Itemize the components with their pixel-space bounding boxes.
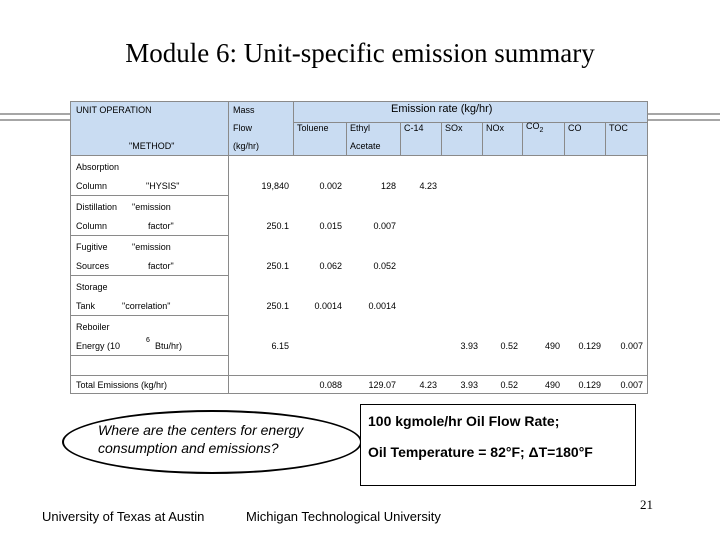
header-co2 [526,121,543,136]
row-label: Distillation [76,202,118,212]
header-mass: Mass [233,105,255,115]
grid-line [482,122,483,155]
row-method: Btu/hr) [155,341,183,351]
table-cell: 3.93 [460,341,478,351]
total-label: Total Emissions (kg/hr) [76,380,168,390]
table-cell: 0.007 [373,221,396,231]
table-cell: 4.23 [419,181,437,191]
table-cell: 250.1 [266,221,289,231]
row-method: factor" [148,221,174,231]
page-number: 21 [640,497,653,512]
grid-line [346,122,347,155]
row-label: Sources [76,261,110,271]
total-cell: 0.52 [500,380,518,390]
header-nox: NOx [486,123,504,133]
total-cell: 490 [544,380,560,390]
emission-table [70,101,648,394]
total-cell: 3.93 [460,380,478,390]
table-cell: 0.052 [373,261,396,271]
row-method: "emission [132,242,171,252]
conditions-callout [360,404,636,486]
row-method: "HYSIS" [146,181,180,191]
table-cell: 0.52 [500,341,518,351]
table-cell: 250.1 [266,261,289,271]
grid-line [522,122,523,155]
grid-line [71,155,647,156]
table-cell: 19,840 [261,181,289,191]
row-method: "correlation" [122,301,171,311]
total-cell: 0.007 [620,380,643,390]
grid-line [71,235,228,236]
header-toc: TOC [609,123,628,133]
total-cell: 0.129 [578,380,601,390]
row-method: "emission [132,202,171,212]
footer-left: University of Texas at Austin [42,509,205,524]
row-superscript: 6 [146,337,150,344]
grid-line [441,122,442,155]
question-line: consumption and emissions? [98,440,279,456]
header-ethyl: Ethyl [350,123,371,133]
header-kg-hr: (kg/hr) [233,141,260,151]
slide-title: Module 6: Unit-specific emission summary [125,38,595,68]
table-cell: 6.15 [271,341,289,351]
grid-line [71,375,647,376]
grid-line [71,195,228,196]
grid-line [605,122,606,155]
header-acetate: Acetate [350,141,381,151]
row-label: Energy (10 [76,341,121,351]
grid-line [564,122,565,155]
table-cell: 250.1 [266,301,289,311]
row-label: Storage [76,282,108,292]
grid-line [71,355,228,356]
row-label: Tank [76,301,96,311]
header-emission-rate: Emission rate (kg/hr) [391,103,493,115]
header-co2-text: CO [526,121,540,131]
header-co: CO [568,123,582,133]
table-cell: 0.007 [620,341,643,351]
table-cell: 0.129 [578,341,601,351]
footer-center: Michigan Technological University [246,509,441,524]
header-sox: SOx [445,123,463,133]
grid-line [293,102,294,155]
header-flow: Flow [233,123,253,133]
header-toluene: Toluene [297,123,329,133]
grid-line [228,102,229,393]
header-co2-sub: 2 [539,126,544,134]
row-label: Fugitive [76,242,108,252]
row-label: Reboiler [76,322,110,332]
table-cell: 0.015 [319,221,342,231]
row-label: Column [76,221,108,231]
total-cell: 4.23 [419,380,437,390]
total-cell: 0.088 [319,380,342,390]
callout-line: 100 kgmole/hr Oil Flow Rate; [368,413,560,429]
table-cell: 0.062 [319,261,342,271]
grid-line [71,315,228,316]
table-cell: 0.002 [319,181,342,191]
row-label: Absorption [76,162,120,172]
total-cell: 129.07 [368,380,396,390]
question-text [98,421,303,457]
table-cell: 128 [380,181,396,191]
grid-line [400,122,401,155]
header-c14: C-14 [404,123,424,133]
row-method: factor" [148,261,174,271]
grid-line [71,275,228,276]
question-line: Where are the centers for energy [98,422,304,438]
table-cell: 0.0014 [314,301,342,311]
callout-line: Oil Temperature = 82°F; ΔT=180°F [368,444,593,460]
header-method: "METHOD" [129,141,175,151]
table-cell: 0.0014 [368,301,396,311]
row-label: Column [76,181,108,191]
table-cell: 490 [544,341,560,351]
header-unit-operation: UNIT OPERATION [76,105,152,115]
grid-line [293,122,647,123]
